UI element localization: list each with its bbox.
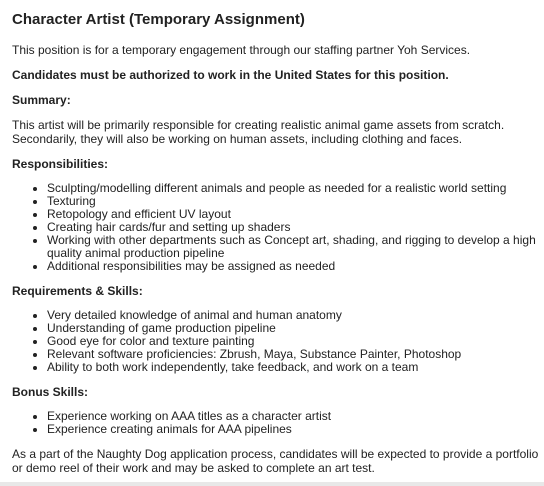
requirements-heading: Requirements & Skills: bbox=[12, 284, 143, 298]
responsibilities-list bbox=[12, 182, 542, 273]
closing-text: As a part of the Naughty Dog application process, candidates will be expected to provide a portfolio or demo reel of their work and may be asked to complete an art test. bbox=[12, 447, 539, 475]
summary-heading: Summary: bbox=[12, 93, 71, 107]
list-item: • Good eye for color and texture painting bbox=[47, 335, 542, 348]
responsibilities-heading: Responsibilities: bbox=[12, 157, 109, 171]
job-title: Character Artist (Temporary Assignment) bbox=[12, 11, 305, 28]
list-item: • Ability to both work independently, take feedback, and work on a team bbox=[47, 361, 542, 374]
list-item: • Working with other departments such as Concept art, shading, and rigging to develop a high quality animal production pipeline bbox=[47, 234, 542, 260]
page-bottom-border bbox=[0, 482, 544, 486]
bonus-heading: Bonus Skills: bbox=[12, 385, 89, 399]
list-item: • Creating hair cards/fur and setting up shaders bbox=[47, 221, 542, 234]
requirements-list bbox=[12, 309, 542, 374]
summary-text: This artist will be primarily responsible for creating realistic animal game assets from scratch. Secondarily, they will also be working on human assets, including clothing and faces. bbox=[12, 118, 505, 146]
intro-text: This position is for a temporary engagement through our staffing partner Yoh Services. bbox=[12, 43, 471, 57]
list-item: • Experience creating animals for AAA pipelines bbox=[47, 423, 542, 436]
list-item: • Understanding of game production pipeline bbox=[47, 322, 542, 335]
job-description bbox=[12, 10, 542, 486]
bonus-list bbox=[12, 410, 542, 436]
list-item: • Retopology and efficient UV layout bbox=[47, 208, 542, 221]
list-item: • Texturing bbox=[47, 195, 542, 208]
list-item: • Relevant software proficiencies: Zbrush, Maya, Substance Painter, Photoshop bbox=[47, 348, 542, 361]
list-item: • Very detailed knowledge of animal and human anatomy bbox=[47, 309, 542, 322]
authorization-text: Candidates must be authorized to work in the United States for this position. bbox=[12, 68, 449, 82]
list-item: • Sculpting/modelling different animals and people as needed for a realistic world setting bbox=[47, 182, 542, 195]
list-item: • Experience working on AAA titles as a character artist bbox=[47, 410, 542, 423]
list-item: • Additional responsibilities may be assigned as needed bbox=[47, 260, 542, 273]
